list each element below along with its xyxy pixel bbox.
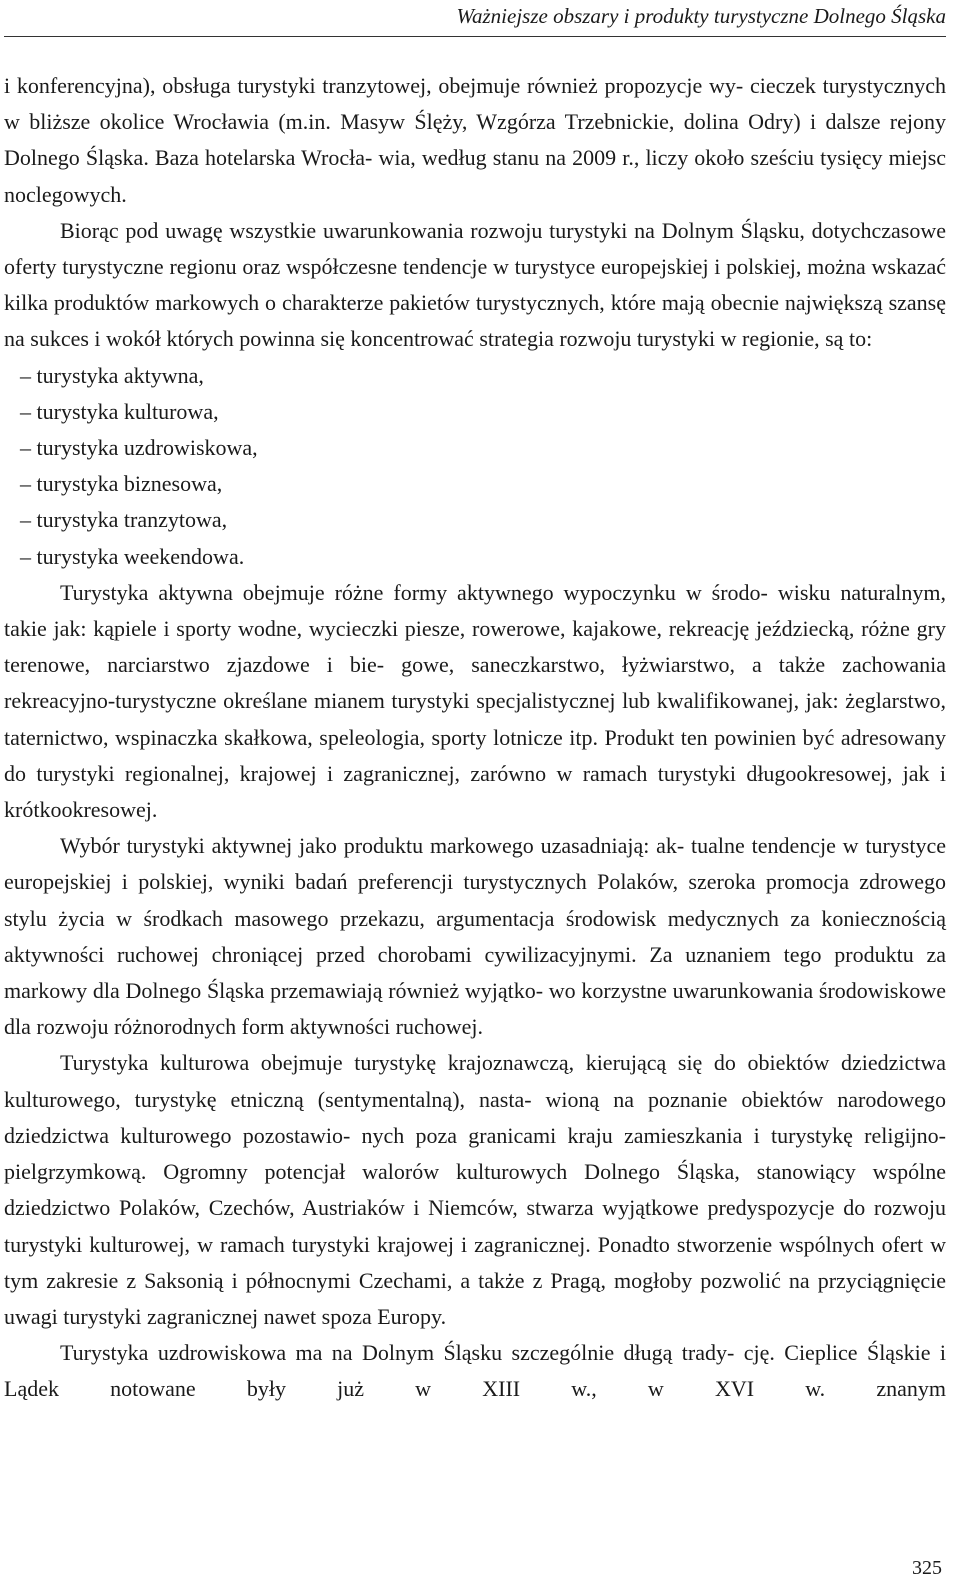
list-item: – turystyka weekendowa. [20,539,946,575]
text-line: tego produktu za markowy dla Dolnego Śląska przemawiają również wyjątko- [4,941,946,1004]
header-divider [4,36,946,37]
paragraph-active-tourism [4,575,946,828]
text-line: predyspozycje do rozwoju turystyki kulturowej, w ramach turystyki krajowej [4,1195,946,1257]
running-header: Ważniejsze obszary i produkty turystyczne Dolnego Śląska [456,4,946,28]
text-line: zarówno w ramach turystyki długookresowej, jak i krótkookresowej. [4,760,947,823]
text-line: Turystyka aktywna obejmuje różne formy aktywnego wypoczynku w środo- [60,579,768,605]
text-line: Trzebnickie, dolina Odry) i dalsze rejony Dolnego Śląska. Baza hotelarska Wrocła- [4,109,947,171]
text-line: i północnymi Czechami, a także z Pragą, mogłoby pozwolić na przyciągnięcie [231,1267,946,1293]
product-list [4,358,946,575]
paragraph-intro-products [4,213,946,358]
text-line: powinien być adresowany do turystyki regionalnej, krajowej i zagranicznej, [4,724,946,786]
text-line: Wybór turystyki aktywnej jako produktu markowego uzasadniają: ak- [60,833,685,859]
text-line: i zagranicznej. Ponadto stworzenie wspólnych ofert w tym zakresie z Saksonią [4,1231,947,1293]
paragraph-continuation [4,68,946,213]
text-line: i konferencyjna), obsługa turystyki tranzytowej, obejmuje również propozycje wy- [4,73,744,98]
text-line: Turystyka uzdrowiskowa ma na Dolnym Śląsku szczególnie długą trady- [60,1340,735,1366]
text-line: w turystyce europejskiej i polskiej, można wskazać kilka produktów markowych [4,254,946,316]
text-line: Śląsku, dotychczasowe oferty turystyczne regionu oraz współczesne tendencje [4,217,947,280]
text-line: wisku naturalnym, takie jak: kąpiele i sporty wodne, wycieczki piesze, rowerowe, [4,579,947,642]
text-line: dziedzictwo Polaków, Czechów, Austriaków i Niemców, stwarza wyjątkowe [4,1195,699,1221]
text-line: Ogromny potencjał walorów kulturowych Dolnego Śląska, stanowiący wspólne [163,1159,946,1185]
text-line: w regionie, są to: [720,326,873,352]
text-line: wia, według stanu na 2009 r., liczy około sześciu tysięcy miejsc noclegowych. [4,145,947,207]
text-line: cję. Cieplice Śląskie i Lądek notowane były już w XIII w., w XVI w. znanym [4,1340,947,1402]
text-line: Turystyka kulturowa obejmuje turystykę krajoznawczą, kierującą się do [60,1050,736,1076]
text-line: obiektów dziedzictwa kulturowego, turystykę etniczną (sentymentalną), nasta- [4,1050,947,1112]
paragraph-spa-tourism [4,1335,946,1407]
list-item: – turystyka tranzytowa, [20,502,946,538]
text-line: uwagi turystyki zagranicznej nawet spoza Europy. [4,1303,447,1329]
text-line: aktywności ruchowej chroniącej przed chorobami cywilizacyjnymi. Za uznaniem [4,941,771,967]
text-line: tualne tendencje w turystyce europejskiej i polskiej, wyniki badań preferencji [4,833,946,895]
page-number: 325 [912,1557,942,1579]
list-item: – turystyka aktywna, [20,358,946,394]
paragraph-cultural-tourism [4,1045,946,1335]
text-line: turystycznych Polaków, szeroka promocja zdrowego stylu życia w środkach [4,869,946,931]
text-line: wioną na poznanie obiektów narodowego dziedzictwa kulturowego pozostawio- [4,1086,946,1148]
text-line: masowego przekazu, argumentacja środowisk medycznych za koniecznością [234,905,947,931]
body-text [4,68,946,1408]
list-item: – turystyka uzdrowiskowa, [20,430,946,466]
text-line: wo korzystne uwarunkowania środowiskowe dla rozwoju różnorodnych form [4,978,947,1040]
text-line: o charakterze pakietów turystycznych, które mają obecnie największą szansę [265,290,947,316]
list-item: – turystyka biznesowa, [20,466,946,502]
paragraph-active-justification [4,828,946,1045]
text-line: taternictwo, wspinaczka skałkowa, speleologia, sporty lotnicze itp. Produkt ten [4,724,708,750]
text-line: nych poza granicami kraju zamieszkania i turystykę religijno-pielgrzymkową. [4,1122,947,1185]
text-line: gowe, saneczkarstwo, łyżwiarstwo, a także zachowania rekreacyjno-turystyczne [4,652,947,714]
text-line: kajakowe, rekreację jeździecką, różne gry terenowe, narciarstwo zjazdowe i bie- [4,616,946,678]
text-line: aktywności ruchowej. [289,1014,483,1040]
text-line: na sukces i wokół których powinna się koncentrować strategia rozwoju turystyki [4,326,716,352]
text-line: określane mianem turystyki specjalistycznej lub kwalifikowanej, jak: żeglarstwo, [223,688,947,714]
text-line: Biorąc pod uwagę wszystkie uwarunkowania rozwoju turystyki na Dolnym [60,217,734,243]
text-line: cieczek turystycznych w bliższe okolice Wrocławia (m.in. Masyw Ślęży, Wzgórza [4,73,947,135]
list-item: – turystyka kulturowa, [20,394,946,430]
